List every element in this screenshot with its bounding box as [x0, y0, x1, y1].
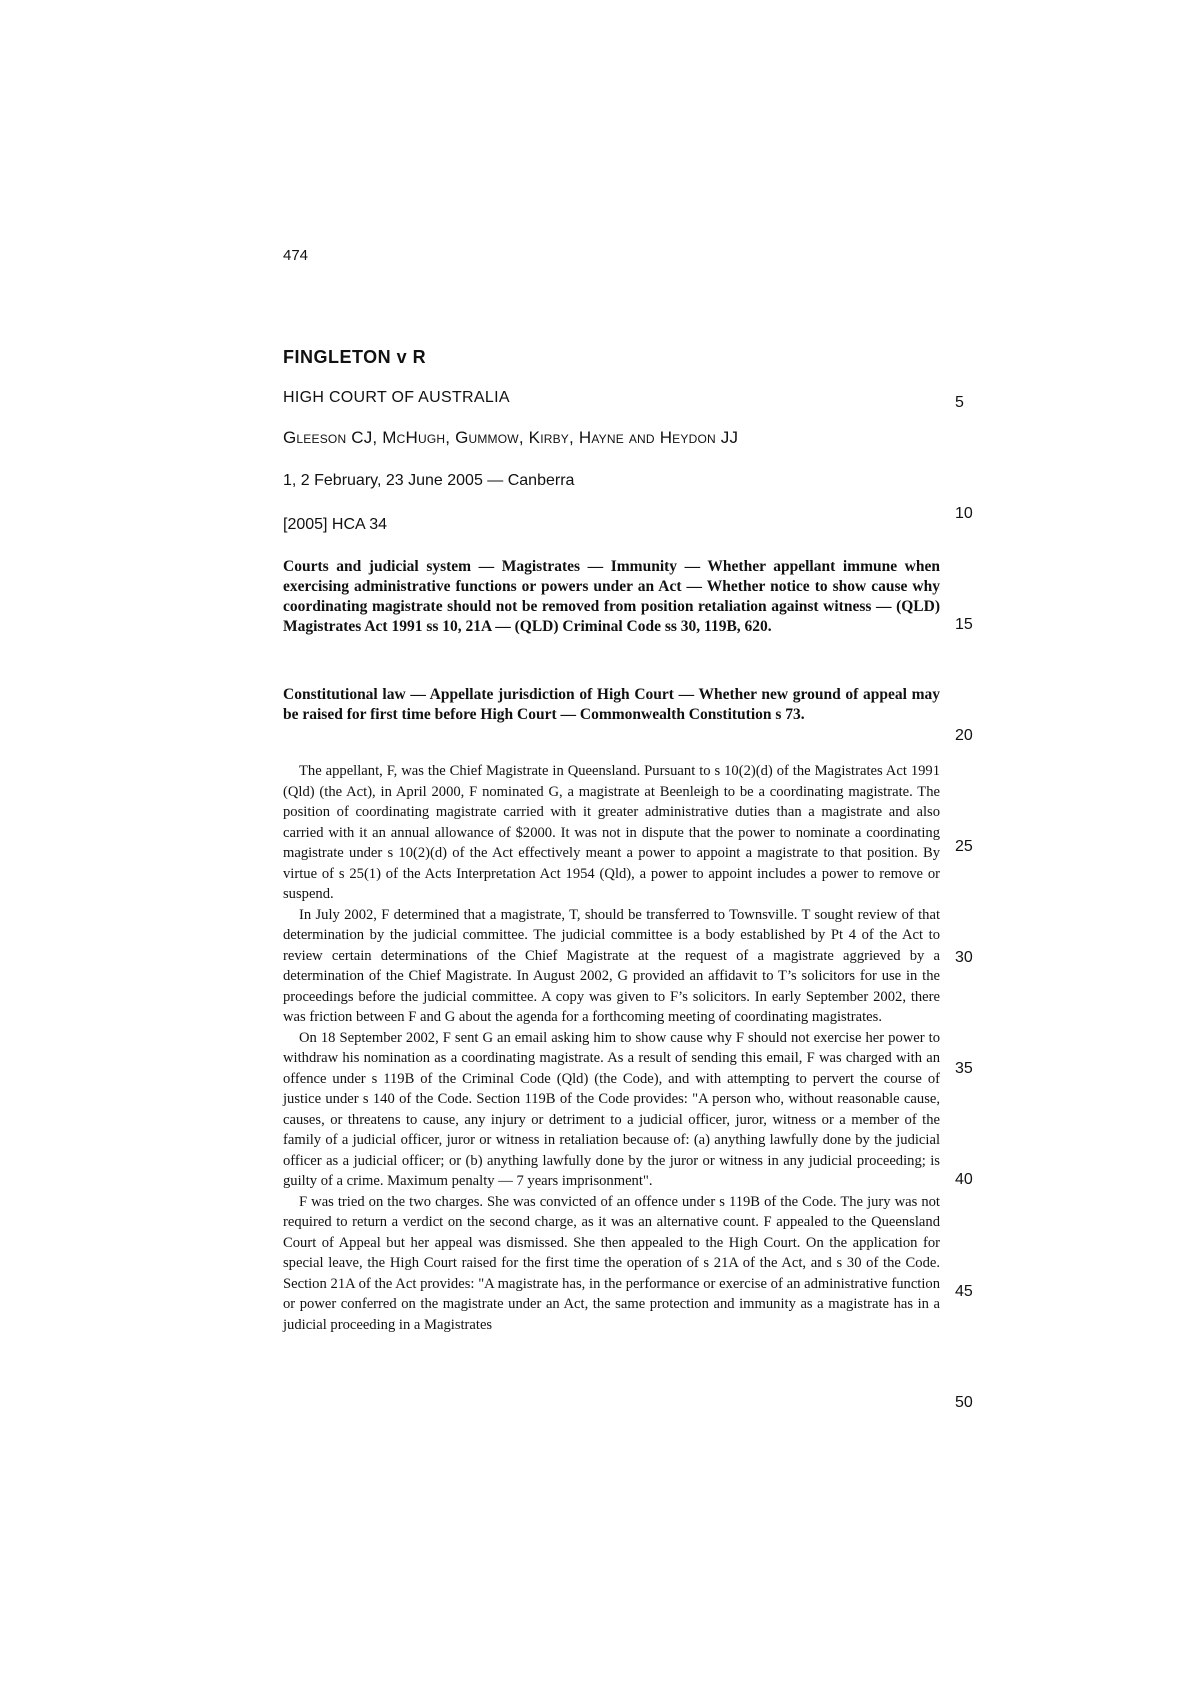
line-number-marker: 10: [955, 505, 973, 522]
line-number-marker: 40: [955, 1171, 973, 1188]
line-number-marker: 20: [955, 727, 973, 744]
case-title: FINGLETON v R: [283, 347, 427, 367]
court-name: HIGH COURT OF AUSTRALIA: [283, 389, 510, 406]
line-number-marker: 15: [955, 616, 973, 633]
catchwords-constitutional: Constitutional law — Appellate jurisdiction of High Court — Whether new ground of appeal may be raised for first time before High Court — Commonwealth Constitution s 73.: [283, 686, 940, 723]
headnote-paragraph: In July 2002, F determined that a magistrate, T, should be transferred to Townsville. T sought review of that determination by the judicial committee. The judicial committee is a body established by Pt 4 of the Act to review certain determinations of the Chief Magistrate at the request of a magistrate aggrieved by a determination of the Chief Magistrate. In August 2002, G provided an affidavit to T’s solicitors for use in the proceedings before the judicial committee. A copy was given to F’s solicitors. In early September 2002, there was friction between F and G about the agenda for a forthcoming meeting of coordinating magistrates.: [283, 906, 940, 1025]
headnote-body: [283, 761, 940, 1335]
line-number-marker: 50: [955, 1394, 973, 1411]
headnote-paragraph: The appellant, F, was the Chief Magistrate in Queensland. Pursuant to s 10(2)(d) of the Magistrates Act 1991 (Qld) (the Act), in April 2000, F nominated G, a magistrate at Beenleigh to be a coordinating magistrate. The position of coordinating magistrate carried with it greater administrative duties than a magistrate and also carried with it an annual allowance of $2000. It was not in dispute that the power to nominate a coordinating magistrate under s 10(2)(d) of the Act effectively meant a power to appoint a magistrate to that position. By virtue of s 25(1) of the Acts Interpretation Act 1954 (Qld), a power to appoint includes a power to remove or suspend.: [283, 763, 940, 902]
line-number-marker: 25: [955, 838, 973, 855]
citation: [2005] HCA 34: [283, 516, 388, 533]
page-number: 474: [283, 247, 309, 264]
headnote-paragraph: On 18 September 2002, F sent G an email asking him to show cause why F should not exercise her power to withdraw his nomination as a coordinating magistrate. As a result of sending this email, F was charged with an offence under s 119B of the Criminal Code (Qld) (the Code), and with attempting to pervert the course of justice under s 140 of the Code. Section 119B of the Code provides: "A person who, without reasonable cause, causes, or threatens to cause, any injury or detriment to a judicial officer, juror, witness or a member of the family of a judicial officer, juror or witness in retaliation because of: (a) anything lawfully done by the judicial officer as a judicial officer; or (b) anything lawfully done by the juror or witness in any judicial proceeding; is guilty of a crime. Maximum penalty — 7 years imprisonment".: [283, 1029, 940, 1189]
catchwords-courts: Courts and judicial system — Magistrates — Immunity — Whether appellant immune when exercising administrative functions or powers under an Act — Whether notice to show cause why coordinating magistrate should not be removed from position retaliation against witness — (QLD) Magistrates Act 1991 ss 10, 21A — (QLD) Criminal Code ss 30, 119B, 620.: [283, 558, 940, 635]
line-number-marker: 35: [955, 1060, 973, 1077]
hearing-dates: 1, 2 February, 23 June 2005 — Canberra: [283, 472, 575, 489]
headnote-paragraph: F was tried on the two charges. She was convicted of an offence under s 119B of the Code. The jury was not required to return a verdict on the second charge, as it was an alternative count. F appealed to the Queensland Court of Appeal but her appeal was dismissed. She then appealed to the High Court. On the application for special leave, the High Court raised for the first time the operation of s 21A of the Act, and s 30 of the Code. Section 21A of the Act provides: "A magistrate has, in the performance or exercise of an administrative function or power conferred on the magistrate under an Act, the same protection and immunity as a magistrate has in a judicial proceeding in a Magistrates: [283, 1193, 940, 1333]
line-number-marker: 30: [955, 949, 973, 966]
line-number-marker: 45: [955, 1283, 973, 1300]
judges: Gleeson CJ, McHugh, Gummow, Kirby, Hayne and Heydon JJ: [283, 428, 739, 447]
line-number-marker: 5: [955, 394, 964, 411]
